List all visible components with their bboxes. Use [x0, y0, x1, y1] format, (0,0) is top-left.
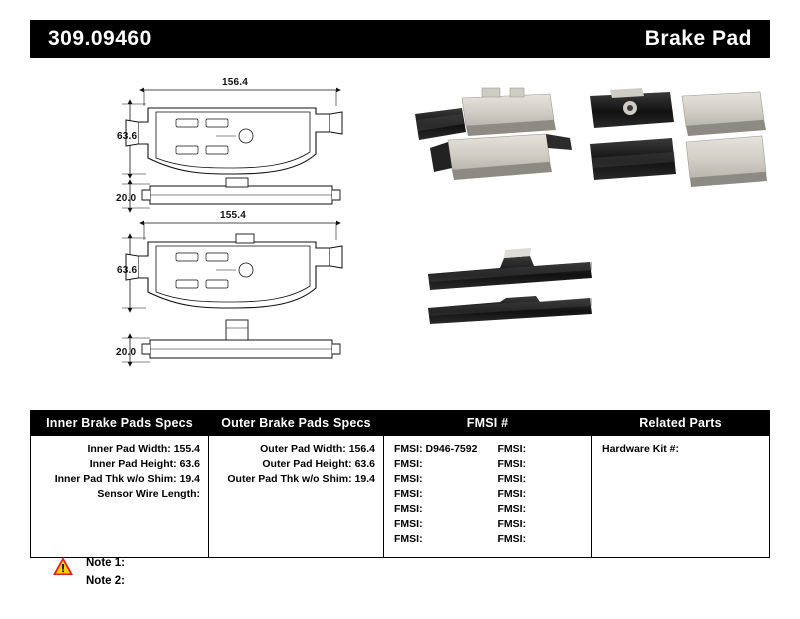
spec-label: Sensor Wire Length: — [97, 488, 200, 500]
fmsi-line: FMSI: — [497, 473, 527, 485]
fmsi-line: FMSI: — [497, 533, 527, 545]
spec-value: 63.6 — [354, 458, 375, 470]
spec-label: Inner Pad Width: — [87, 443, 171, 455]
fmsi-line: FMSI: — [497, 503, 527, 515]
dim-inner-width-label: 155.4 — [220, 210, 247, 221]
dim-inner-thickness-label: 20.0 — [116, 347, 137, 358]
drawing-canvas — [30, 62, 770, 402]
related-parts-header: Related Parts — [592, 411, 769, 436]
spec-label: Outer Pad Width: — [260, 443, 346, 455]
spec-value: 155.4 — [173, 443, 200, 455]
fmsi-right-column — [488, 442, 584, 547]
part-number: 309.09460 — [48, 27, 152, 50]
fmsi-line: FMSI: — [394, 488, 423, 500]
spec-value: 63.6 — [179, 458, 200, 470]
spec-row — [39, 487, 200, 502]
spec-row — [217, 442, 375, 457]
spec-label: Outer Pad Thk w/o Shim: — [227, 473, 352, 485]
outer-pad-side-view-drawing — [122, 178, 340, 208]
pad-photo-edge-views — [428, 248, 592, 324]
pad-photo-front-set — [415, 88, 572, 180]
spec-label: Inner Pad Thk w/o Shim: — [54, 473, 177, 485]
fmsi-line: FMSI: — [497, 458, 527, 470]
pad-photo-rear-set — [590, 88, 767, 187]
dim-outer-width-label: 156.4 — [222, 77, 249, 88]
notes-section — [52, 554, 125, 590]
spec-row — [39, 457, 200, 472]
related-parts-body — [592, 436, 769, 554]
inner-pad-outline-drawing — [122, 223, 342, 308]
fmsi-line: FMSI: — [497, 443, 527, 455]
fmsi-line: FMSI: — [394, 533, 423, 545]
spec-row — [217, 472, 375, 487]
fmsi-line: FMSI: D946-7592 — [394, 443, 478, 455]
related-parts-column — [592, 411, 769, 557]
fmsi-line: FMSI: — [394, 458, 423, 470]
fmsi-header: FMSI # — [384, 411, 591, 436]
outer-specs-header: Outer Brake Pads Specs — [209, 411, 383, 436]
inner-specs-body — [31, 436, 208, 554]
fmsi-line: FMSI: — [497, 488, 527, 500]
fmsi-column — [384, 411, 592, 557]
spec-row — [39, 442, 200, 457]
related-parts-line: Hardware Kit #: — [602, 443, 680, 455]
warning-triangle-icon — [52, 556, 74, 576]
dim-outer-thickness-label: 20.0 — [116, 193, 137, 204]
spec-label: Outer Pad Height: — [262, 458, 352, 470]
inner-specs-column — [31, 411, 209, 557]
spec-value: 19.4 — [354, 473, 375, 485]
fmsi-body — [384, 436, 591, 557]
specs-table — [30, 410, 770, 558]
dim-inner-height-label: 63.6 — [117, 265, 138, 276]
fmsi-line: FMSI: — [394, 518, 423, 530]
fmsi-line: FMSI: — [394, 473, 423, 485]
page-title: Brake Pad — [644, 27, 752, 50]
dim-outer-height-label: 63.6 — [117, 131, 138, 142]
fmsi-left-column — [392, 442, 488, 547]
note-line: Note 1: — [86, 557, 125, 569]
spec-row — [217, 457, 375, 472]
inner-pad-side-view-drawing — [122, 320, 340, 362]
fmsi-line: FMSI: — [394, 503, 423, 515]
outer-pad-outline-drawing — [122, 90, 342, 174]
spec-value: 156.4 — [348, 443, 375, 455]
page-header — [30, 20, 770, 58]
fmsi-line: FMSI: — [497, 518, 527, 530]
spec-row — [39, 472, 200, 487]
inner-specs-header: Inner Brake Pads Specs — [31, 411, 208, 436]
technical-drawings — [30, 62, 770, 402]
spec-value: 19.4 — [179, 473, 200, 485]
note-lines — [86, 554, 125, 590]
spec-label: Inner Pad Height: — [89, 458, 177, 470]
outer-specs-column — [209, 411, 384, 557]
note-line: Note 2: — [86, 575, 125, 587]
outer-specs-body — [209, 436, 383, 554]
